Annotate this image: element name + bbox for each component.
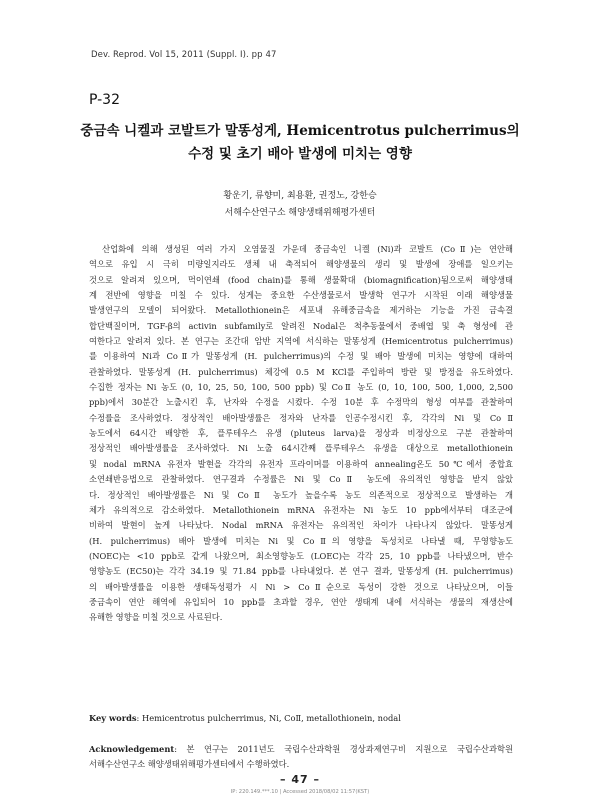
abstract-line: 의 배아발생률을 이용한 생태독성평가 시 Ni > CoⅡ순으로 독성이 강한 것으로 나타났으며, 이들: [89, 581, 513, 592]
abstract-line: 역으로 유입 시 극히 미량일지라도 생체 내 축적되어 해양생물의 생리 및 발생에 장애를 일으키는: [89, 259, 513, 270]
abstract-line: 중금속이 연안 해역에 유입되어 10 ppb를 초과할 경우, 연안 생태계 내에 서식하는 생물의 재생산에: [89, 596, 513, 607]
abstract-line: 농도에서 64시간 배양한 후, 플루테우스 유생 (pluteus larva)을 정상과 비정상으로 구분 관찰하여: [89, 428, 513, 439]
keywords-label: Key words: [89, 713, 137, 723]
abstract-line: (H. pulcherrimus) 배아 발생에 미치는 Ni 및 CoⅡ의 영향을 독성치로 나타낼 때, 무영향농도: [89, 535, 513, 546]
abstract-body: [89, 242, 513, 626]
abstract-line: 합단백질이며, TGF-β의 activin subfamily로 알려진 Nodal은 척추동물에서 중배엽 및 축 형성에 관: [89, 320, 513, 331]
acknowledgement-text-1: : 본 연구는 2011년도 국립수산과학원 경상과제연구비 지원으로 국립수산과학원: [174, 744, 513, 754]
page-number: – 47 –: [280, 773, 320, 786]
abstract-line: 정상적인 배아발생률을 조사하였다. Ni 노출 64시간째 플루테우스 유생을 대상으로 metallothionein: [89, 443, 513, 454]
abstract-line: 여한다고 알려져 있다. 본 연구는 조간대 암반 지역에 서식하는 말똥성게 (Hemicentrotus pulcherrimus): [89, 336, 513, 347]
journal-citation: Dev. Reprod. Vol 15, 2011 (Suppl. I). pp 47: [91, 50, 277, 60]
acknowledgement-block: [89, 742, 513, 773]
keywords-line: [89, 713, 401, 723]
abstract-line: 소연쇄반응법으로 관찰하였다. 연구결과 수정률은 Ni 및 CoⅡ 농도에 유의적인 영향을 받지 않았: [89, 474, 513, 485]
acknowledgement-label: Acknowledgement: [89, 744, 175, 754]
keywords-text: : Hemicentrotus pulcherrimus, Ni, CoⅡ, metallothionein, nodal: [136, 713, 401, 723]
abstract-line: 유해한 영향을 미칠 것으로 사료된다.: [89, 612, 223, 623]
abstract-line: 수집한 정자는 Ni 농도 (0, 10, 25, 50, 100, 500 ppb) 및 CoⅡ 농도 (0, 10, 100, 500, 1,000, 2,500: [89, 382, 513, 393]
abstract-line: 다. 정상적인 배아발생률은 Ni 및 CoⅡ 농도가 높을수록 농도 의존적으로 정상적으로 발생하는 개: [89, 489, 513, 500]
abstract-line: (NOEC)는 <10 ppb로 같게 나왔으며, 최소영향농도 (LOEC)는 각각 25, 10 ppb를 나타냈으며, 반수: [89, 550, 513, 561]
abstract-line: 수정률을 조사하였다. 정상적인 배아발생률은 정자와 난자를 인공수정시킨 후, 각각의 Ni 및 CoⅡ: [89, 412, 513, 423]
author-names: 황운기, 류향미, 최용환, 권정노, 강한승: [223, 191, 377, 201]
paper-title-line-1: 중금속 니켈과 코발트가 말똥성게, Hemicentrotus pulcherrimus의: [80, 123, 520, 139]
acknowledgement-line-1: [89, 742, 513, 757]
abstract-line: 발생연구의 모델이 되어왔다. Metallothionein은 세포내 유해중금속을 제거하는 기능을 가진 금속결: [89, 305, 513, 316]
abstract-line: 비하여 발현이 높게 나타났다. Nodal mRNA 유전자는 유의적인 차이가 나타나지 않았다. 말똥성게: [89, 520, 513, 531]
paper-title-line-2: 수정 및 초기 배아 발생에 미치는 영향: [188, 146, 412, 162]
acknowledgement-line-2: 서해수산연구소 해양생태위해평가센터에서 수행하였다.: [89, 759, 290, 770]
abstract-line: 산업화에 의해 생성된 여러 가지 오염물질 가운데 중금속인 니켈 (Ni)과 코발트 (CoⅡ)는 연안해: [89, 244, 513, 254]
abstract-line: 영향농도 (EC50)는 각각 34.19 및 71.84 ppb를 나타내었다. 본 연구 결과, 말똥성게 (H. pulcherrimus): [89, 566, 513, 577]
poster-code: P-32: [89, 92, 121, 108]
abstract-line: 관찰하였다. 말똥성게 (H. pulcherrimus) 체강에 0.5 M KCl를 주입하여 방란 및 방정을 유도하였다.: [89, 366, 513, 377]
abstract-line: 계 전반에 영향을 미칠 수 있다. 성게는 중요한 수산생물로서 발생학 연구가 시작된 이래 해양생물: [89, 290, 513, 301]
access-watermark: IP: 220.149.***.10 | Accessed 2018/08/02 11:57(KST): [230, 789, 370, 795]
abstract-line: 것으로 알려져 있으며, 먹이연쇄 (food chain)를 통해 생물확대 (biomagnification)됨으로써 해양생태: [89, 274, 513, 285]
author-affiliation: 서해수산연구소 해양생태위해평가센터: [224, 208, 376, 218]
abstract-line: 및 nodal mRNA 유전자 발현을 각각의 유전자 프라이머를 이용하여 annealing온도 50℃에서 중합효: [89, 458, 513, 469]
abstract-line: ppb)에서 30분간 노출시킨 후, 난자와 수정을 시켰다. 수정 10분 후 수정막의 형성 여부를 관찰하여: [89, 397, 513, 408]
abstract-line: 체가 유의적으로 감소하였다. Metallothionein mRNA 유전자는 Ni 농도 10 ppb에서부터 대조군에: [89, 504, 513, 515]
abstract-line: 를 이용하여 Ni과 CoⅡ가 말똥성게 (H. pulcherrimus)의 수정 및 배아 발생에 미치는 영향에 대하여: [89, 351, 513, 362]
